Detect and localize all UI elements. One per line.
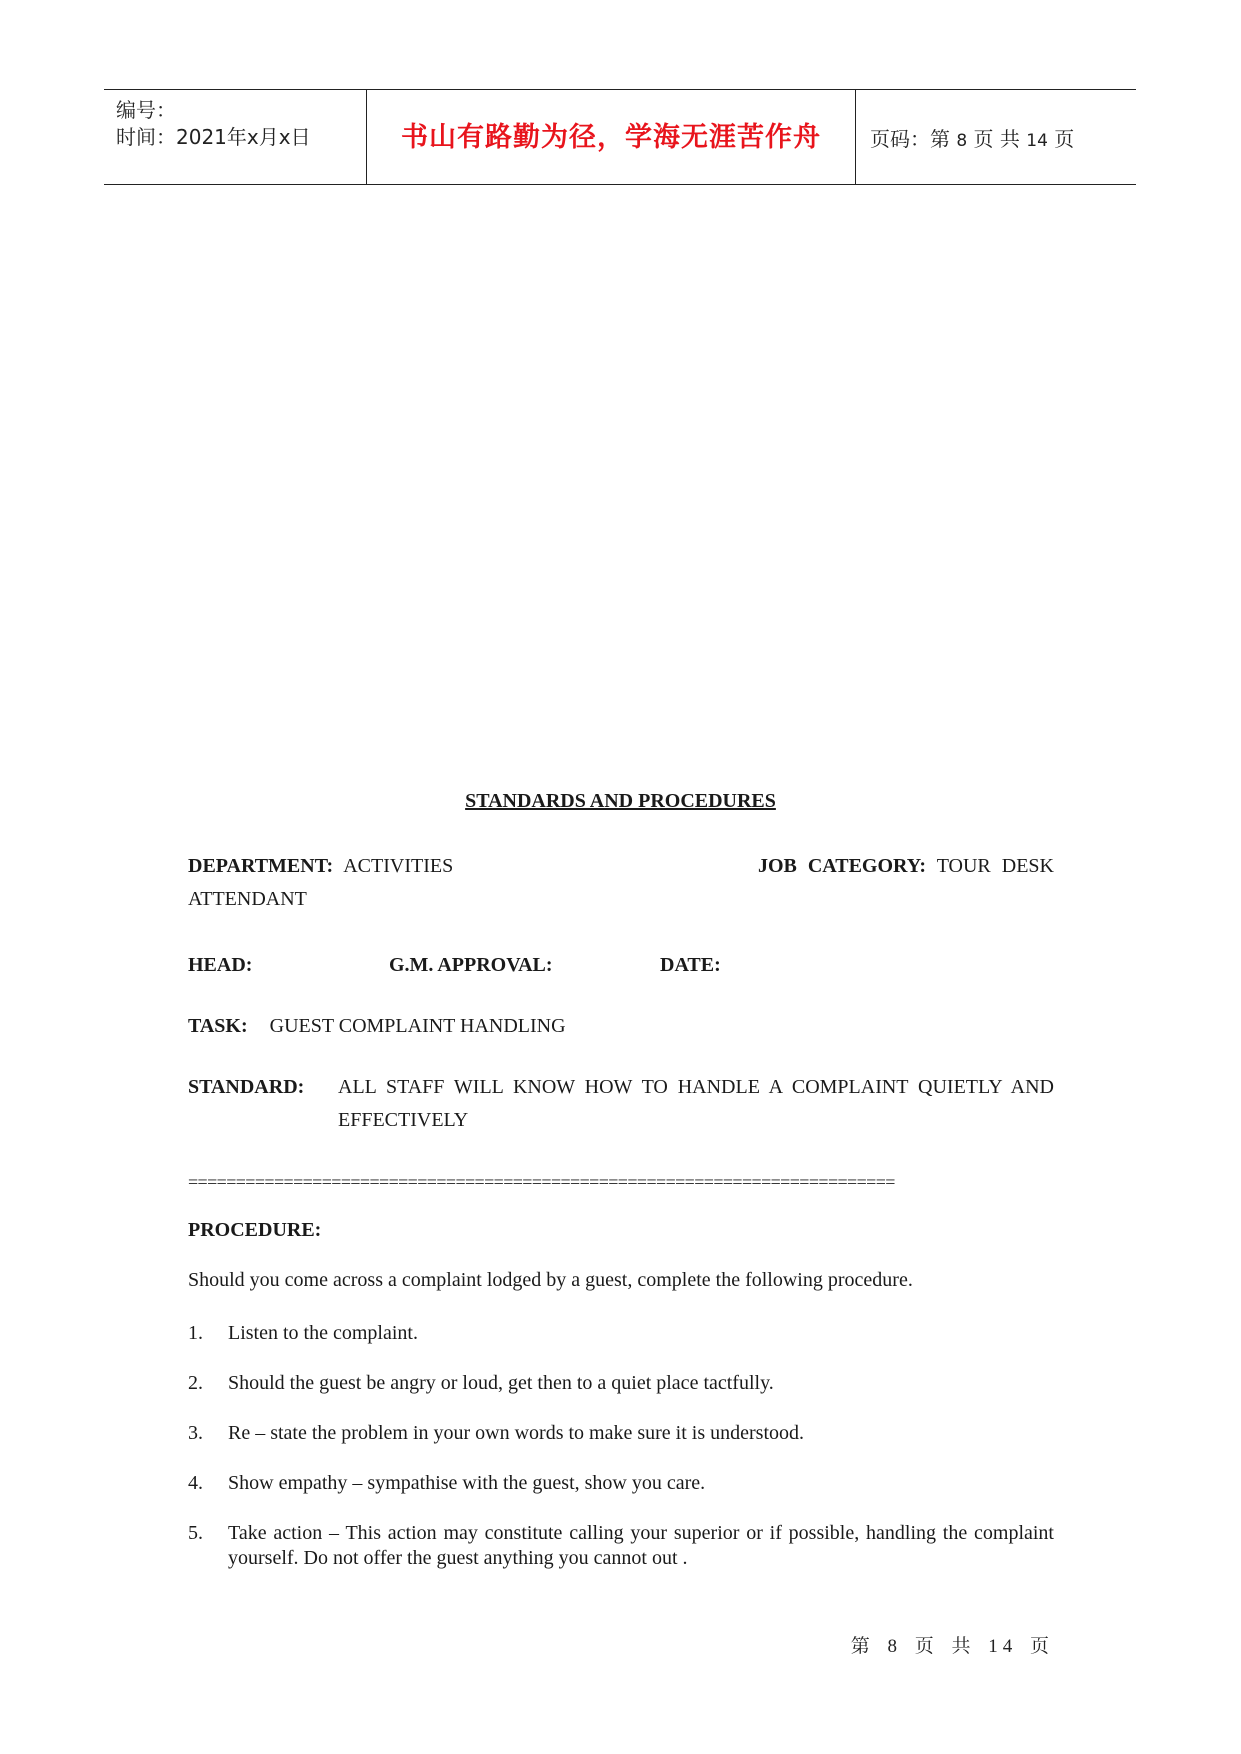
- approval-row: [188, 949, 1054, 982]
- department-label: DEPARTMENT:: [188, 855, 334, 877]
- gm-approval-label: G.M. APPROVAL:: [389, 954, 553, 976]
- standard-row: [188, 1071, 1054, 1137]
- job-category: [758, 850, 1054, 883]
- page-prefix: 页码：第: [870, 127, 950, 151]
- head-label: HEAD:: [188, 954, 253, 976]
- step-text: Listen to the complaint.: [228, 1322, 418, 1344]
- task-value: GUEST COMPLAINT HANDLING: [269, 1015, 566, 1037]
- page-total: 14: [1026, 131, 1048, 151]
- header-page-cell: [856, 90, 1136, 184]
- step-number: 3.: [188, 1422, 203, 1444]
- step-text: Re – state the problem in your own words to make sure it is understood.: [228, 1422, 805, 1444]
- step-number: 5.: [188, 1522, 203, 1544]
- page-header: [104, 89, 1136, 185]
- list-item: [188, 1321, 1054, 1346]
- document-title: STANDARDS AND PROCEDURES: [465, 790, 776, 812]
- separator-line: ==========================================================================: [188, 1172, 895, 1192]
- department-value: ACTIVITIES: [343, 855, 454, 877]
- list-item: [188, 1371, 1054, 1396]
- list-item: [188, 1421, 1054, 1446]
- page-footer: 第 8 页 共 14 页: [850, 1636, 1054, 1657]
- standard-label: STANDARD:: [188, 1076, 305, 1098]
- page-mid: 页 共: [973, 127, 1020, 151]
- page-number: 8: [956, 131, 968, 151]
- header-motto: 书山有路勤为径，学海无涯苦作舟: [401, 122, 821, 153]
- step-number: 4.: [188, 1472, 203, 1494]
- procedure-intro: Should you come across a complaint lodged by a guest, complete the following procedure.: [188, 1269, 913, 1291]
- date-label: DATE:: [660, 954, 721, 976]
- task-label: TASK:: [188, 1015, 248, 1037]
- job-category-label: JOB CATEGORY:: [757, 855, 927, 877]
- document-time-line: 时间：2021年x月x日: [116, 125, 311, 149]
- document-number-label: 编号：: [116, 98, 176, 122]
- step-number: 2.: [188, 1372, 203, 1394]
- job-category-value: TOUR DESK: [936, 855, 1054, 877]
- header-motto-cell: [367, 90, 856, 184]
- procedure-label: PROCEDURE:: [188, 1219, 322, 1241]
- step-text: Show empathy – sympathise with the guest, show you care.: [228, 1472, 706, 1494]
- step-text: Should the guest be angry or loud, get then to a quiet place tactfully.: [228, 1372, 774, 1394]
- header-page-code: [870, 123, 1074, 152]
- task-row: [188, 1010, 566, 1043]
- list-item: [188, 1521, 1054, 1571]
- header-meta-cell: [104, 90, 367, 184]
- standard-value: ALL STAFF WILL KNOW HOW TO HANDLE A COMPLAINT QUIETLY AND EFFECTIVELY: [338, 1076, 1054, 1131]
- page-suffix: 页: [1054, 127, 1075, 151]
- department-block: [188, 850, 1054, 916]
- step-text: Take action – This action may constitute calling your superior or if possible, handling the complaint yourself. Do not offer the guest anything you cannot out .: [228, 1522, 1054, 1569]
- list-item: [188, 1471, 1054, 1496]
- step-number: 1.: [188, 1322, 203, 1344]
- job-category-continued: ATTENDANT: [188, 888, 307, 910]
